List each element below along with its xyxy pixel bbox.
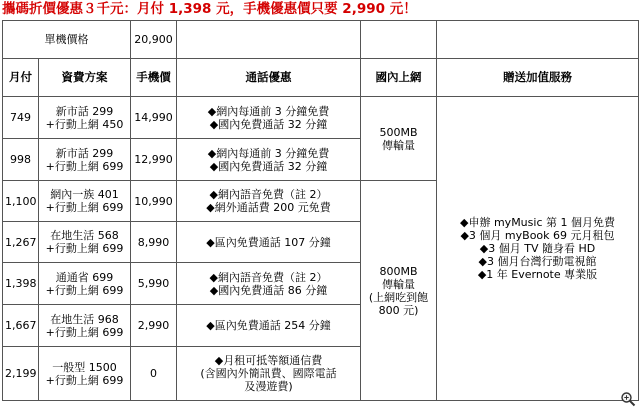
- bonus-services-cell: [437, 97, 639, 401]
- plan-comparison-table: [2, 20, 639, 401]
- bonus-service-item: ◆3 個月 TV 隨身看 HD: [479, 242, 596, 255]
- header-phone-price: 手機價: [131, 59, 177, 97]
- data-line: 500MB: [379, 125, 418, 139]
- data-allowance-cell: [361, 97, 437, 181]
- magnifier-zoom-icon[interactable]: [620, 391, 636, 407]
- header-plan: 資費方案: [39, 59, 131, 97]
- plan-line: +行動上網 450: [45, 117, 124, 131]
- plan-line: +行動上網 699: [45, 201, 124, 214]
- empty-cell: [361, 21, 437, 59]
- plan-cell: [39, 347, 131, 401]
- call-offer-line: (含國內外簡訊費、國際電話: [200, 367, 337, 380]
- plan-line: 在地生活 568: [50, 229, 119, 242]
- call-offer-cell: [177, 263, 361, 305]
- call-offer-line: ◆網內語音免費（註 2）: [209, 270, 328, 284]
- call-offer-line: ◆國內免費通話 32 分鐘: [209, 159, 328, 173]
- plan-line: 新市話 299: [55, 104, 114, 118]
- phone-price-label: 單機價格: [3, 21, 131, 59]
- phone-price-row: [3, 21, 639, 59]
- plan-cell: [39, 222, 131, 263]
- plan-line: +行動上網 699: [45, 325, 124, 339]
- data-allowance-cell: [361, 181, 437, 401]
- header-data: 國內上網: [361, 59, 437, 97]
- header-monthly: 月付: [3, 59, 39, 97]
- monthly-fee-cell: 1,267: [3, 222, 39, 263]
- monthly-fee-cell: 1,100: [3, 181, 39, 222]
- plan-cell: [39, 181, 131, 222]
- data-line: 800MB: [379, 264, 418, 278]
- table-row: [3, 97, 639, 139]
- call-offer-line: ◆網內語音免費（註 2）: [209, 188, 328, 201]
- call-offer-line: ◆網內每通前 3 分鐘免費: [207, 146, 330, 160]
- plan-line: 一般型 1500: [52, 360, 117, 374]
- call-offer-cell: [177, 139, 361, 181]
- data-line: 800 元): [378, 303, 419, 317]
- call-offer-cell: [177, 347, 361, 401]
- call-offer-line: ◆國內免費通話 32 分鐘: [209, 117, 328, 131]
- call-offer-line: 及漫遊費): [244, 380, 293, 393]
- monthly-fee-cell: 1,398: [3, 263, 39, 305]
- empty-cell: [437, 21, 639, 59]
- phone-price-value: 20,900: [131, 21, 177, 59]
- phone-price-cell: 5,990: [131, 263, 177, 305]
- plan-line: 新市話 299: [55, 146, 114, 160]
- header-bonus: 贈送加值服務: [437, 59, 639, 97]
- header-row: [3, 59, 639, 97]
- plan-line: 在地生活 968: [50, 312, 119, 326]
- header-call-offer: 通話優惠: [177, 59, 361, 97]
- call-offer-line: ◆區內免費通話 254 分鐘: [206, 319, 331, 332]
- call-offer-line: ◆網外通話費 200 元免費: [206, 201, 331, 214]
- phone-price-cell: 2,990: [131, 305, 177, 347]
- bonus-service-item: ◆申辦 myMusic 第 1 個月免費: [460, 216, 615, 229]
- monthly-fee-cell: 749: [3, 97, 39, 139]
- plan-line: 通通省 699: [55, 270, 114, 284]
- call-offer-cell: [177, 222, 361, 263]
- call-offer-line: ◆月租可抵等額通信費: [214, 354, 323, 367]
- monthly-fee-cell: 998: [3, 139, 39, 181]
- bonus-service-item: ◆3 個月 myBook 69 元月租包: [460, 229, 615, 242]
- bonus-service-item: ◆1 年 Evernote 專業版: [477, 268, 598, 281]
- data-line: 傳輸量: [382, 138, 415, 152]
- plan-cell: [39, 305, 131, 347]
- monthly-fee-cell: 2,199: [3, 347, 39, 401]
- data-line: 傳輸量: [382, 277, 415, 291]
- plan-cell: [39, 263, 131, 305]
- monthly-fee-cell: 1,667: [3, 305, 39, 347]
- plan-cell: [39, 139, 131, 181]
- call-offer-cell: [177, 305, 361, 347]
- plan-line: +行動上網 699: [45, 283, 124, 297]
- phone-price-cell: 14,990: [131, 97, 177, 139]
- phone-price-cell: 0: [131, 347, 177, 401]
- promo-headline: 攜碼折價優惠３千元：月付 1,398 元，手機優惠價只要 2,990 元！: [2, 1, 417, 17]
- data-line: (上網吃到飽: [368, 290, 429, 304]
- plan-line: +行動上網 699: [45, 242, 124, 255]
- call-offer-line: ◆國內免費通話 86 分鐘: [209, 283, 328, 297]
- phone-price-cell: 10,990: [131, 181, 177, 222]
- call-offer-cell: [177, 97, 361, 139]
- call-offer-cell: [177, 181, 361, 222]
- call-offer-line: ◆區內免費通話 107 分鐘: [206, 235, 331, 249]
- plan-line: +行動上網 699: [45, 373, 124, 387]
- plan-line: 網內一族 401: [50, 188, 119, 201]
- plan-cell: [39, 97, 131, 139]
- plan-line: +行動上網 699: [45, 159, 124, 173]
- call-offer-line: ◆網內每通前 3 分鐘免費: [207, 104, 330, 118]
- bonus-service-item: ◆3 個月台灣行動電視館: [478, 255, 597, 268]
- empty-cell: [177, 21, 361, 59]
- phone-price-cell: 12,990: [131, 139, 177, 181]
- phone-price-cell: 8,990: [131, 222, 177, 263]
